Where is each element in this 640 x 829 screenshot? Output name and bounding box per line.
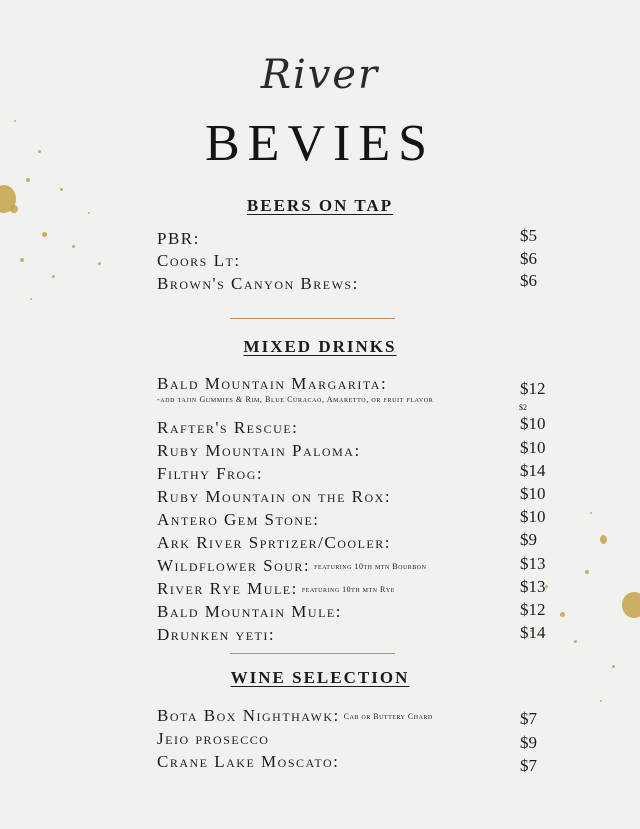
item-name: Bota Box Nighthawk: (157, 706, 340, 725)
mixed-price: $12 (520, 379, 546, 398)
mixed-price: $10 (520, 484, 546, 503)
item-note: featuring 10th mtn Rye (301, 585, 395, 594)
beer-price: $6 (520, 249, 537, 268)
mixed-item (157, 464, 547, 487)
item-name: Filthy Frog: (157, 464, 264, 483)
item-name: Drunken yeti: (157, 625, 276, 644)
item-name: Ruby Mountain on the Rox: (157, 487, 392, 506)
wine-price: $7 (520, 756, 537, 775)
item-name: Crane Lake Moscato: (157, 752, 340, 771)
item-name: Ark River Sprtizer/Cooler: (157, 533, 391, 552)
item-name: PBR: (157, 229, 200, 248)
beer-price: $5 (520, 226, 537, 245)
mixed-heading: MIXED DRINKS (243, 337, 397, 356)
item-name: Bald Mountain Margarita: (157, 374, 388, 393)
item-note: featuring 10th mtn Bourbon (314, 562, 427, 571)
mixed-item (157, 510, 547, 533)
beers-heading: BEERS ON TAP (246, 196, 394, 215)
mixed-item (157, 487, 547, 510)
beer-item (157, 229, 547, 252)
mixed-price: $9 (520, 530, 537, 549)
item-name: Bald Mountain Mule: (157, 602, 342, 621)
item-name: Brown's Canyon Brews: (157, 274, 359, 293)
mixed-price: $12 (520, 600, 546, 619)
item-name: Rafter's Rescue: (157, 418, 299, 437)
mixed-item (157, 579, 547, 602)
page-title: BEVIES (205, 115, 435, 172)
mixed-item (157, 374, 547, 397)
beer-item (157, 251, 547, 274)
item-name: Ruby Mountain Paloma: (157, 441, 361, 460)
wine-price: $7 (520, 709, 537, 728)
mixed-price: $13 (520, 554, 546, 573)
addon-note: -add tajin Gummies & Rim, Blue Curacao, Amaretto, or fruit flavor (157, 395, 434, 404)
mixed-item (157, 625, 547, 648)
mixed-item (157, 556, 547, 579)
wine-item (157, 752, 547, 775)
section-divider (230, 653, 395, 654)
mixed-price: $10 (520, 414, 546, 433)
mixed-item (157, 441, 547, 464)
beer-item (157, 274, 547, 297)
script-title: River (260, 52, 380, 98)
item-name: River Rye Mule: (157, 579, 298, 598)
mixed-item (157, 533, 547, 556)
wine-item (157, 706, 547, 729)
item-name: Antero Gem Stone: (157, 510, 320, 529)
mixed-price: $10 (520, 507, 546, 526)
item-name: Coors Lt: (157, 251, 241, 270)
addon-price: $2 (519, 403, 527, 412)
mixed-price: $14 (520, 461, 546, 480)
mixed-price: $10 (520, 438, 546, 457)
wine-heading: WINE SELECTION (230, 668, 410, 687)
mixed-price: $13 (520, 577, 546, 596)
mixed-price: $14 (520, 623, 546, 642)
section-divider (230, 318, 395, 319)
wine-item (157, 729, 547, 752)
item-note: Cab or Buttery Chard (343, 712, 433, 721)
mixed-item (157, 602, 547, 625)
item-name: Jeio prosecco (157, 729, 270, 748)
wine-price: $9 (520, 733, 537, 752)
beer-price: $6 (520, 271, 537, 290)
item-name: Wildflower Sour: (157, 556, 311, 575)
mixed-item (157, 418, 547, 441)
